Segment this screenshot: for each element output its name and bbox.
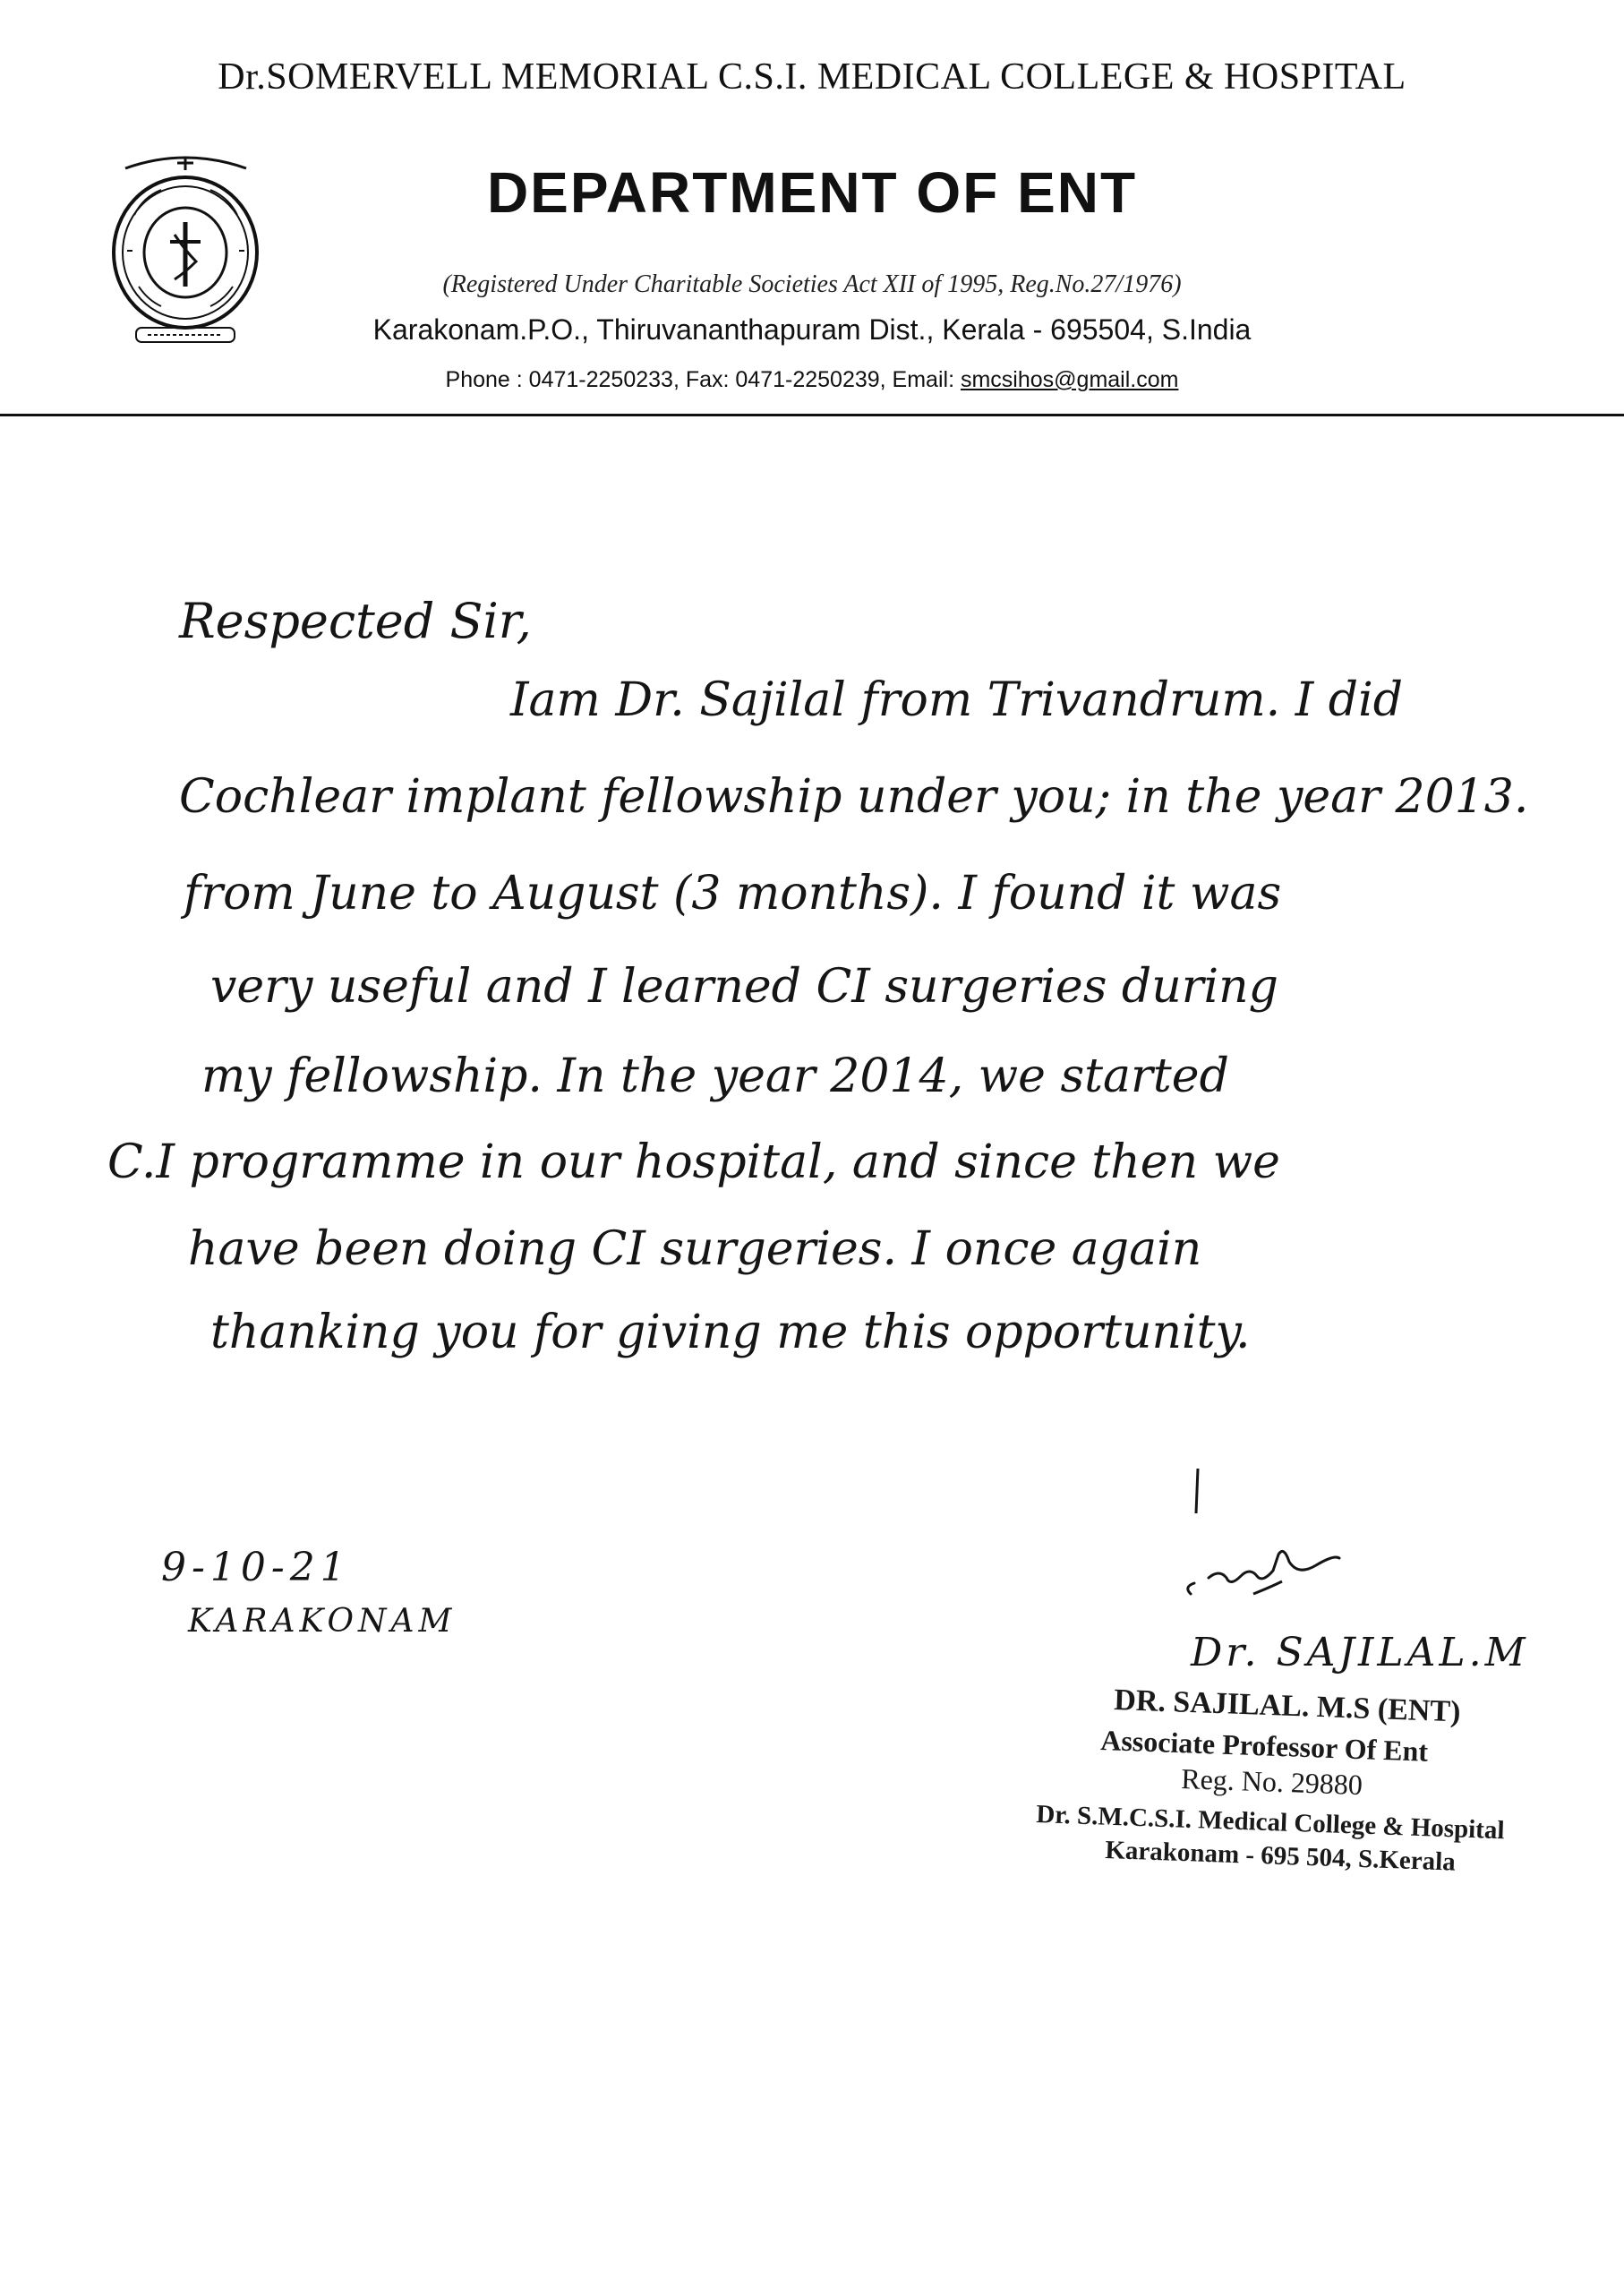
salutation: Respected Sir, — [179, 593, 532, 649]
contact-prefix: Phone : 0471-2250233, Fax: 0471-2250239, Email: — [445, 367, 961, 392]
letter-place: KARAKONAM — [188, 1603, 457, 1640]
stamp-designation: Associate Professor Of Ent — [1099, 1724, 1429, 1768]
letter-line: very useful and I learned CI surgeries during — [210, 960, 1278, 1014]
department-title: DEPARTMENT OF ENT — [486, 160, 1138, 225]
letter-line: thanking you for giving me this opportunity. — [210, 1306, 1251, 1359]
stamp-location: Karakonam - 695 504, S.Kerala — [1104, 1836, 1457, 1877]
email-link[interactable]: smcsihos@gmail.com — [960, 367, 1179, 392]
letter-line: my fellowship. In the year 2014, we started — [201, 1049, 1229, 1103]
stamp-institution: Dr. S.M.C.S.I. Medical College & Hospital — [1035, 1800, 1506, 1846]
contact-line — [0, 367, 1624, 393]
letter-line: Iam Dr. Sajilal from Trivandrum. I did — [510, 673, 1404, 727]
letter-line: from June to August (3 months). I found it was — [184, 867, 1282, 921]
handwritten-signature-name: Dr. SAJILAL.M — [1191, 1630, 1529, 1675]
stamp-reg-no: Reg. No. 29880 — [1180, 1762, 1363, 1802]
letter-line: C.I programme in our hospital, and since then we — [107, 1135, 1280, 1189]
signature-icon — [1164, 1469, 1397, 1630]
header-divider — [0, 414, 1624, 416]
letter-line: have been doing CI surgeries. I once again — [188, 1222, 1202, 1276]
registration-line: (Registered Under Charitable Societies Act XII of 1995, Reg.No.27/1976) — [442, 270, 1182, 298]
hospital-name: Dr.SOMERVELL MEMORIAL C.S.I. MEDICAL COLLEGE & HOSPITAL — [218, 56, 1406, 98]
letter-date: 9-10-21 — [161, 1545, 351, 1590]
stamp-doctor-name: DR. SAJILAL. M.S (ENT) — [1113, 1683, 1462, 1729]
letter-line: Cochlear implant fellowship under you; in the year 2013. — [179, 770, 1529, 824]
hospital-address: Karakonam.P.O., Thiruvananthapuram Dist., Kerala - 695504, S.India — [372, 313, 1252, 346]
